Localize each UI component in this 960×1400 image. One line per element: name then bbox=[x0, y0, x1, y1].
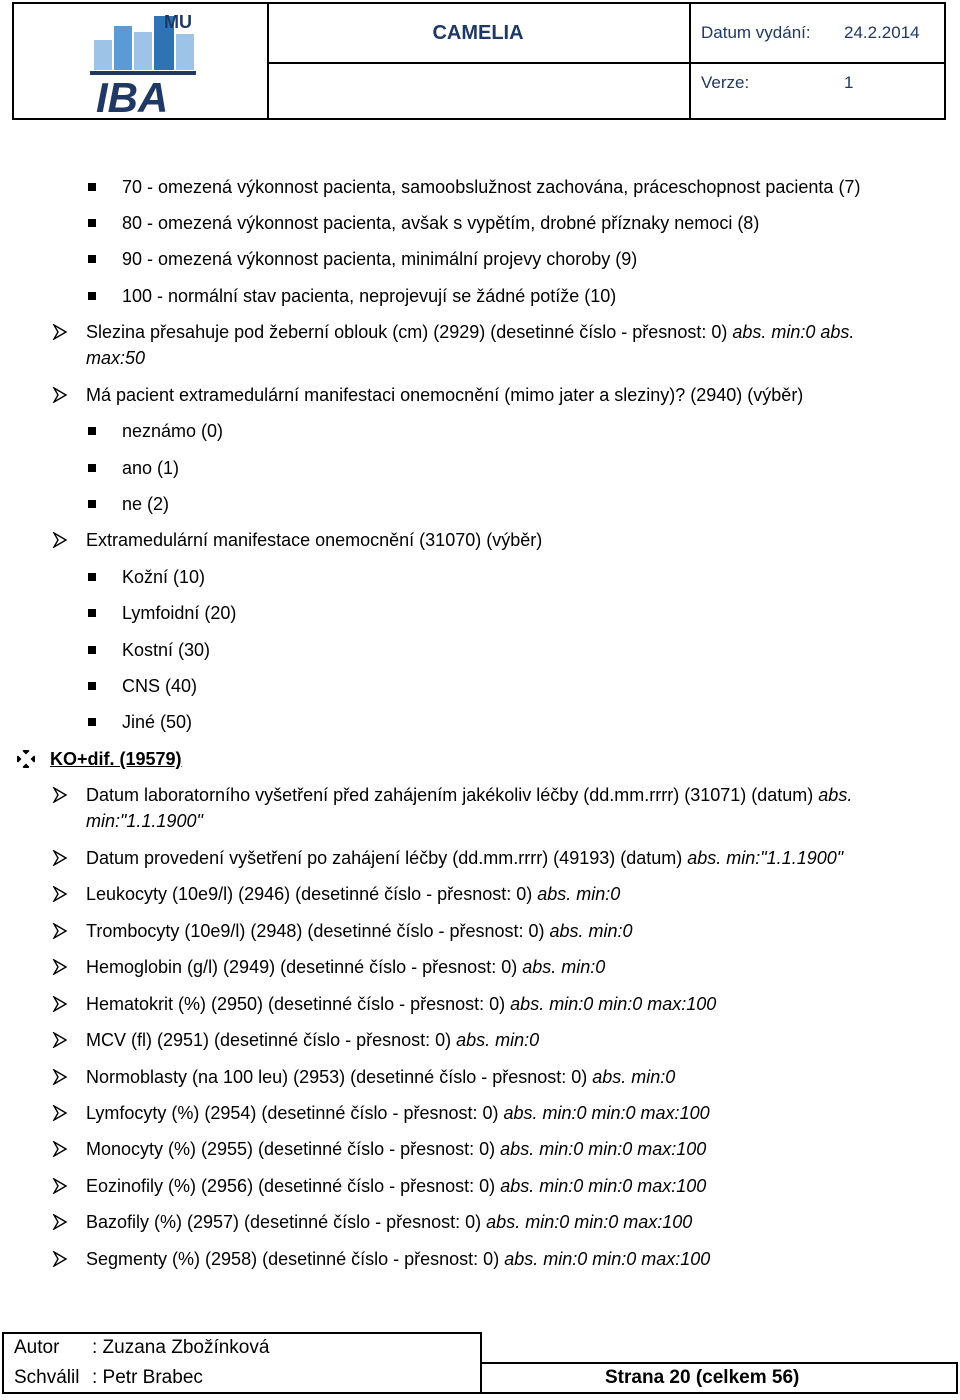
field-item bbox=[86, 527, 542, 553]
logo-cell bbox=[14, 4, 269, 118]
arrow-bullet-icon bbox=[52, 1251, 68, 1267]
section-heading bbox=[50, 746, 182, 772]
field-item bbox=[86, 1100, 710, 1126]
line-text: ano (1) bbox=[122, 458, 180, 478]
arrow-bullet-icon bbox=[52, 850, 68, 866]
line-text: Leukocyty (10e9/l) (2946) (desetinné číslo - přesnost: 0) bbox=[86, 884, 538, 904]
arrow-bullet-icon bbox=[52, 1178, 68, 1194]
version-value: 1 bbox=[844, 73, 854, 92]
line-text: Hematokrit (%) (2950) (desetinné číslo - přesnost: 0) bbox=[86, 994, 511, 1014]
arrow-bullet-icon bbox=[52, 532, 68, 548]
line-text: Datum provedení vyšetření po zahájení léčby (dd.mm.rrrr) (49193) (datum) bbox=[86, 848, 688, 868]
issue-date-cell bbox=[691, 4, 944, 64]
version-label: Verze: bbox=[701, 73, 750, 92]
field-item bbox=[86, 881, 620, 907]
line-text: Monocyty (%) (2955) (desetinné číslo - přesnost: 0) bbox=[86, 1139, 501, 1159]
option-item bbox=[122, 174, 860, 200]
line-constraint: min:"1.1.1900" bbox=[86, 811, 203, 831]
line-text: Lymfoidní (20) bbox=[122, 603, 237, 623]
line-constraint: abs. min:0 min:0 max:100 bbox=[486, 1212, 693, 1232]
approved-label: Schválil bbox=[14, 1367, 80, 1388]
option-item bbox=[122, 564, 205, 590]
footer-divider bbox=[480, 1332, 482, 1362]
arrow-bullet-icon bbox=[52, 324, 68, 340]
approved-value: : Petr Brabec bbox=[92, 1367, 203, 1388]
arrow-bullet-icon bbox=[52, 996, 68, 1012]
line-constraint: abs. min:0 min:0 max:100 bbox=[510, 994, 717, 1014]
line-constraint: abs. min:0 bbox=[522, 957, 606, 977]
author-value: : Zuzana Zbožínková bbox=[92, 1337, 270, 1358]
line-text: Trombocyty (10e9/l) (2948) (desetinné číslo - přesnost: 0) bbox=[86, 921, 550, 941]
line-constraint: abs. min:0 min:0 max:100 bbox=[504, 1249, 711, 1269]
arrow-bullet-icon bbox=[52, 1069, 68, 1085]
arrow-bullet-icon bbox=[52, 787, 68, 803]
line-text: neznámo (0) bbox=[122, 421, 224, 441]
arrow-bullet-icon bbox=[52, 959, 68, 975]
doc-title bbox=[267, 4, 691, 64]
line-text: Segmenty (%) (2958) (desetinné číslo - přesnost: 0) bbox=[86, 1249, 505, 1269]
line-text: Normoblasty (na 100 leu) (2953) (desetinné číslo - přesnost: 0) bbox=[86, 1067, 593, 1087]
field-item bbox=[86, 991, 716, 1017]
line-constraint: max:50 bbox=[86, 348, 146, 368]
line-text: Hemoglobin (g/l) (2949) (desetinné číslo - přesnost: 0) bbox=[86, 957, 523, 977]
issue-date-value: 24.2.2014 bbox=[844, 23, 920, 42]
field-item bbox=[86, 382, 803, 408]
option-item bbox=[122, 491, 169, 517]
square-bullet-icon bbox=[88, 682, 96, 690]
option-item bbox=[122, 673, 197, 699]
line-constraint: abs. min:0 min:0 max:100 bbox=[503, 1103, 710, 1123]
field-item bbox=[86, 319, 854, 345]
line-text: 80 - omezená výkonnost pacienta, avšak s vypětím, drobné příznaky nemoci (8) bbox=[122, 213, 760, 233]
line-constraint: abs. min:0 bbox=[592, 1067, 676, 1087]
option-item bbox=[122, 283, 616, 309]
field-item bbox=[86, 808, 203, 834]
square-bullet-icon bbox=[88, 427, 96, 435]
line-constraint: abs. min:0 bbox=[537, 884, 621, 904]
square-bullet-icon bbox=[88, 183, 96, 191]
line-constraint: abs. bbox=[818, 785, 853, 805]
option-item bbox=[122, 210, 759, 236]
square-bullet-icon bbox=[88, 573, 96, 581]
arrow-bullet-icon bbox=[52, 387, 68, 403]
square-bullet-icon bbox=[88, 292, 96, 300]
line-text: Kožní (10) bbox=[122, 567, 206, 587]
line-text: ne (2) bbox=[122, 494, 170, 514]
line-constraint: abs. min:0 bbox=[549, 921, 633, 941]
line-text: KO+dif. (19579) bbox=[50, 749, 182, 769]
line-constraint: abs. min:0 bbox=[456, 1030, 540, 1050]
line-constraint: abs. min:0 abs. bbox=[732, 322, 855, 342]
logo-top-text: MU bbox=[164, 12, 192, 32]
page-number: Strana 20 (celkem 56) bbox=[605, 1367, 800, 1388]
line-text: Kostní (30) bbox=[122, 640, 211, 660]
line-constraint: abs. min:0 min:0 max:100 bbox=[500, 1176, 707, 1196]
author-label: Autor bbox=[14, 1337, 60, 1358]
line-text: Má pacient extramedulární manifestaci onemocnění (mimo jater a sleziny)? (2940) (výběr) bbox=[86, 385, 804, 405]
option-item bbox=[122, 418, 223, 444]
field-item bbox=[86, 918, 633, 944]
option-item bbox=[122, 246, 637, 272]
field-item bbox=[86, 1064, 675, 1090]
diamond-bullet-icon bbox=[17, 750, 35, 768]
arrow-bullet-icon bbox=[52, 1141, 68, 1157]
arrow-bullet-icon bbox=[52, 1214, 68, 1230]
line-constraint: abs. min:"1.1.1900" bbox=[687, 848, 844, 868]
header-empty-cell bbox=[267, 64, 691, 118]
line-text: Datum laboratorního vyšetření před zahájením jakékoliv léčby (dd.mm.rrrr) (31071) (datum) bbox=[86, 785, 819, 805]
line-text: MCV (fl) (2951) (desetinné číslo - přesnost: 0) bbox=[86, 1030, 457, 1050]
document-header bbox=[12, 2, 946, 120]
field-item bbox=[86, 782, 852, 808]
field-item bbox=[86, 1173, 706, 1199]
line-text: 90 - omezená výkonnost pacienta, minimální projevy choroby (9) bbox=[122, 249, 638, 269]
square-bullet-icon bbox=[88, 646, 96, 654]
field-item bbox=[86, 845, 843, 871]
line-text: Extramedulární manifestace onemocnění (31070) (výběr) bbox=[86, 530, 543, 550]
line-constraint: abs. min:0 min:0 max:100 bbox=[500, 1139, 707, 1159]
square-bullet-icon bbox=[88, 609, 96, 617]
field-item bbox=[86, 1246, 710, 1272]
square-bullet-icon bbox=[88, 500, 96, 508]
line-text: Lymfocyty (%) (2954) (desetinné číslo - přesnost: 0) bbox=[86, 1103, 504, 1123]
arrow-bullet-icon bbox=[52, 923, 68, 939]
mu-iba-logo bbox=[14, 4, 264, 118]
arrow-bullet-icon bbox=[52, 1032, 68, 1048]
field-item bbox=[86, 1209, 692, 1235]
square-bullet-icon bbox=[88, 464, 96, 472]
version-cell bbox=[691, 64, 944, 118]
field-item bbox=[86, 1027, 539, 1053]
field-item bbox=[86, 1136, 706, 1162]
line-text: Jiné (50) bbox=[122, 712, 193, 732]
option-item bbox=[122, 455, 179, 481]
issue-date-label: Datum vydání: bbox=[701, 23, 811, 42]
option-item bbox=[122, 709, 192, 735]
logo-main-text: IBA bbox=[96, 74, 169, 118]
square-bullet-icon bbox=[88, 718, 96, 726]
arrow-bullet-icon bbox=[52, 886, 68, 902]
option-item bbox=[122, 637, 210, 663]
line-text: Slezina přesahuje pod žeberní oblouk (cm) (2929) (desetinné číslo - přesnost: 0) bbox=[86, 322, 733, 342]
doc-title-text: CAMELIA bbox=[432, 21, 524, 44]
line-text: CNS (40) bbox=[122, 676, 198, 696]
line-text: Eozinofily (%) (2956) (desetinné číslo - přesnost: 0) bbox=[86, 1176, 501, 1196]
line-text: 70 - omezená výkonnost pacienta, samoobslužnost zachována, práceschopnost pacienta (7) bbox=[122, 177, 861, 197]
field-item bbox=[86, 345, 145, 371]
arrow-bullet-icon bbox=[52, 1105, 68, 1121]
square-bullet-icon bbox=[88, 219, 96, 227]
field-item bbox=[86, 954, 605, 980]
option-item bbox=[122, 600, 236, 626]
square-bullet-icon bbox=[88, 255, 96, 263]
line-text: 100 - normální stav pacienta, neprojevují se žádné potíže (10) bbox=[122, 286, 617, 306]
line-text: Bazofily (%) (2957) (desetinné číslo - přesnost: 0) bbox=[86, 1212, 487, 1232]
